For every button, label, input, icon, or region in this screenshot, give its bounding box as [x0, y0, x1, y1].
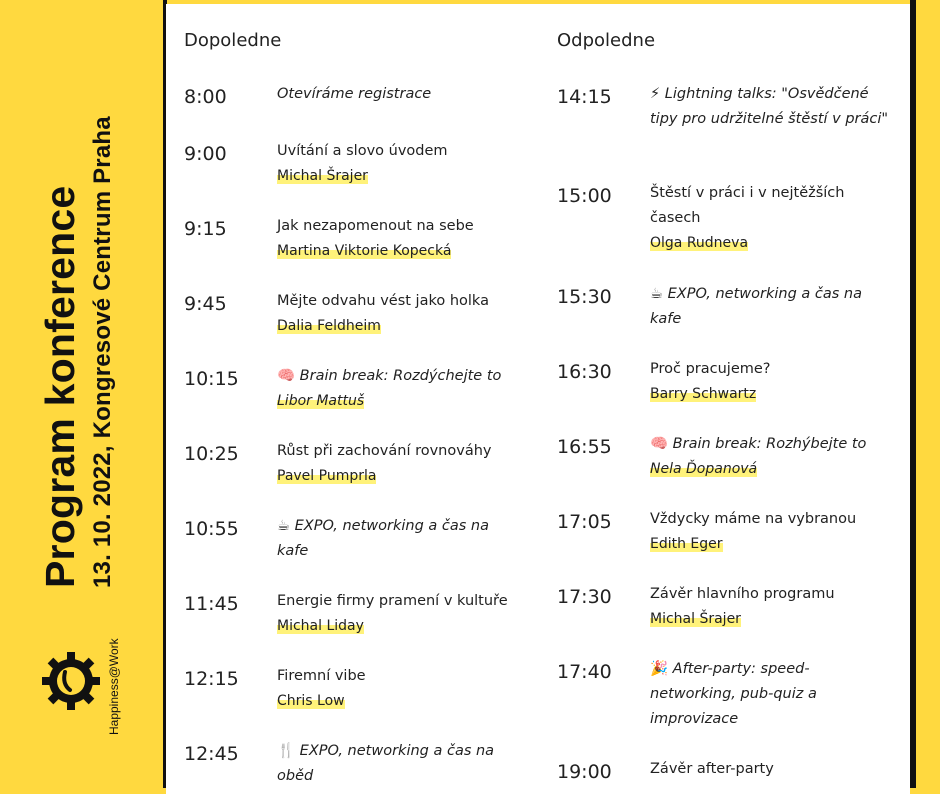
schedule-time: 11:45 [184, 593, 239, 615]
schedule-description [277, 289, 517, 339]
page-title: Program konference [37, 185, 83, 588]
emoji-icon: ☕ [277, 518, 290, 534]
emoji-icon: 🧠 [650, 436, 669, 452]
page-subtitle: 13. 10. 2022, Kongresové Centrum Praha [89, 116, 116, 588]
speaker-name: Chris Low [277, 693, 345, 709]
schedule-description [650, 757, 890, 782]
schedule-description [650, 432, 890, 482]
session-title: Jak nezapomenout na sebe [277, 218, 474, 234]
emoji-icon: 🍴 [277, 743, 296, 759]
session-title: Vždycky máme na vybranou [650, 511, 857, 527]
session-title: After-party: speed-networking, pub-quiz a improvizace [650, 661, 817, 727]
schedule-time: 12:15 [184, 668, 239, 690]
session-title: Závěr after-party [650, 761, 774, 777]
schedule-time: 10:55 [184, 518, 239, 540]
right-strip [916, 0, 940, 788]
schedule-description [650, 357, 890, 407]
speaker-name: Barry Schwartz [650, 386, 757, 402]
schedule-time: 8:00 [184, 86, 227, 108]
session-title: Růst při zachování rovnováhy [277, 443, 492, 459]
schedule-time: 19:00 [557, 761, 612, 783]
schedule-description [277, 82, 517, 107]
schedule-description [277, 739, 517, 789]
session-title: Lightning talks: "Osvědčené tipy pro udržitelné štěstí v práci" [650, 86, 889, 127]
schedule-time: 15:00 [557, 185, 612, 207]
speaker-name: Olga Rudneva [650, 235, 749, 251]
morning-heading: Dopoledne [184, 30, 282, 51]
session-title: Otevíráme registrace [277, 86, 432, 102]
vertical-title [37, 116, 116, 588]
session-title: Štěstí v práci i v nejtěžších časech [650, 185, 845, 226]
schedule-time: 17:05 [557, 511, 612, 533]
schedule-time: 9:15 [184, 218, 227, 240]
schedule-time: 14:15 [557, 86, 612, 108]
session-title: Brain break: Rozdýchejte to [299, 368, 502, 384]
session-title: EXPO, networking a čas na kafe [277, 518, 489, 559]
session-title: Brain break: Rozhýbejte to [672, 436, 867, 452]
speaker-name: Pavel Pumprla [277, 468, 377, 484]
emoji-icon: ☕ [650, 286, 663, 302]
brand-label: Happiness@Work [107, 638, 121, 735]
gear-smile-icon [40, 650, 102, 712]
schedule-time: 17:40 [557, 661, 612, 683]
schedule-description [277, 139, 517, 189]
schedule-description [650, 657, 890, 732]
schedule-description [277, 439, 517, 489]
session-title: Proč pracujeme? [650, 361, 771, 377]
schedule-description [277, 664, 517, 714]
sidebar [0, 0, 166, 788]
emoji-icon: 🧠 [277, 368, 296, 384]
schedule-time: 17:30 [557, 586, 612, 608]
schedule-description [650, 181, 890, 256]
speaker-name: Martina Viktorie Kopecká [277, 243, 452, 259]
speaker-name: Libor Mattuš [277, 393, 365, 409]
session-title: Energie firmy pramení v kultuře [277, 593, 508, 609]
schedule-time: 16:30 [557, 361, 612, 383]
schedule-time: 16:55 [557, 436, 612, 458]
schedule-time: 15:30 [557, 286, 612, 308]
session-title: EXPO, networking a čas na kafe [650, 286, 862, 327]
session-title: Uvítání a slovo úvodem [277, 143, 448, 159]
session-title: Firemní vibe [277, 668, 366, 684]
speaker-name: Edith Eger [650, 536, 723, 552]
schedule-description [277, 589, 517, 639]
schedule-time: 9:45 [184, 293, 227, 315]
speaker-name: Michal Šrajer [277, 168, 368, 184]
schedule-description [277, 514, 517, 564]
schedule-description [650, 82, 890, 132]
schedule-time: 10:15 [184, 368, 239, 390]
speaker-name: Michal Liday [277, 618, 364, 634]
schedule-description [650, 507, 890, 557]
schedule-description [277, 214, 517, 264]
speaker-name: Nela Ďopanová [650, 461, 758, 477]
session-title: Mějte odvahu vést jako holka [277, 293, 489, 309]
afternoon-heading: Odpoledne [557, 30, 656, 51]
speaker-name: Michal Šrajer [650, 611, 741, 627]
schedule-time: 9:00 [184, 143, 227, 165]
session-title: Závěr hlavního programu [650, 586, 835, 602]
emoji-icon: ⚡ [650, 86, 661, 102]
session-title: EXPO, networking a čas na oběd [277, 743, 495, 784]
schedule-time: 12:45 [184, 743, 239, 765]
schedule-time: 10:25 [184, 443, 239, 465]
schedule-description [277, 364, 517, 414]
speaker-name: Dalia Feldheim [277, 318, 381, 334]
schedule-description [650, 282, 890, 332]
schedule-description [650, 582, 890, 632]
emoji-icon: 🎉 [650, 661, 669, 677]
